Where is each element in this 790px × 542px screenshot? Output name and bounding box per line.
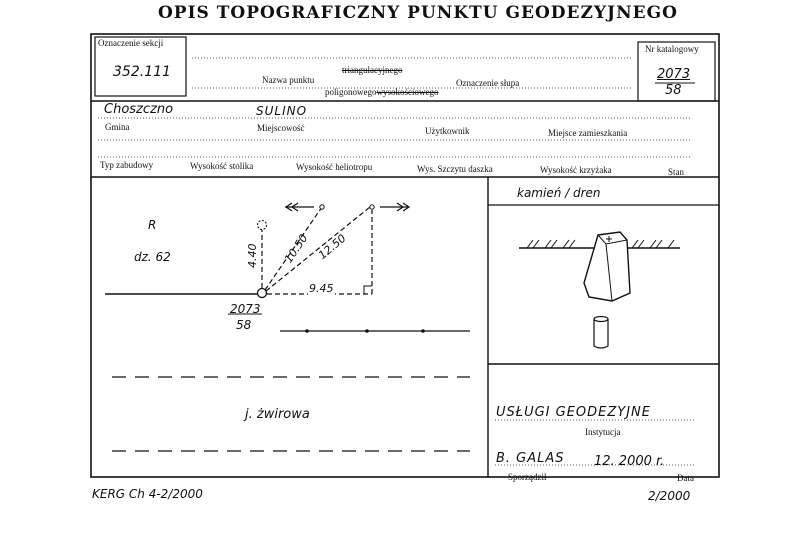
dist-horizontal: 9.45 — [309, 282, 334, 295]
attr-heliotrope-height: Wysokość heliotropu — [296, 162, 373, 172]
place-value: SULINO — [256, 104, 308, 118]
page-title: OPIS TOPOGRAFICZNY PUNKTU GEODEZYJNEGO — [158, 3, 678, 23]
author-date: 12. 2000 r. — [594, 454, 665, 469]
dist-mid: 10.50 — [282, 231, 311, 266]
gmina-value: Choszczno — [104, 102, 174, 117]
post-label: Oznaczenie słupa — [456, 78, 520, 88]
point-number-top: 2073 — [230, 302, 261, 316]
user-label: Użytkownik — [425, 126, 470, 136]
attr-table-height: Wysokość stolika — [190, 161, 254, 171]
author-name: B. GALAS — [496, 451, 565, 466]
catalog-label: Nr katalogowy — [645, 44, 699, 54]
dist-long: 12.50 — [316, 231, 349, 262]
gmina-label: Gmina — [105, 122, 130, 132]
parcel-label: dz. 62 — [134, 250, 171, 264]
attr-building-type: Typ zabudowy — [100, 160, 154, 170]
footer-number: 2/2000 — [648, 489, 691, 503]
attr-state: Stan — [668, 167, 685, 177]
institution-name: USŁUGI GEODEZYJNE — [496, 405, 651, 420]
attr-cross-height: Wysokość krzyżaka — [540, 165, 612, 175]
region-label: R — [148, 218, 157, 232]
institution-label: Instytucja — [585, 427, 621, 437]
post-type-struck: wysokościowego — [376, 87, 439, 97]
author-label: Sporządził — [508, 472, 547, 482]
place-label: Miejscowość — [257, 123, 305, 133]
attr-roof-height: Wys. Szczytu daszka — [417, 164, 493, 174]
dist-vertical: 4.40 — [246, 243, 259, 268]
footer-reference: KERG Ch 4-2/2000 — [92, 487, 203, 501]
point-name-label: Nazwa punktu — [262, 75, 315, 85]
catalog-number-bottom: 58 — [665, 83, 682, 98]
stone-marker — [584, 232, 630, 301]
section-label: Oznaczenie sekcji — [98, 38, 164, 48]
section-value: 352.111 — [113, 64, 171, 80]
drain-marker — [594, 319, 608, 348]
marker-label: kamień / dren — [517, 186, 601, 200]
date-label: Data — [677, 473, 694, 483]
catalog-number-top: 2073 — [657, 67, 691, 82]
road-label: j. żwirowa — [245, 407, 310, 422]
post-type-value: poligonowego — [325, 87, 377, 97]
point-type-struck: triangulacyjnego — [342, 65, 403, 75]
residence-label: Miejsce zamieszkania — [548, 128, 628, 138]
point-number-bottom: 58 — [236, 318, 252, 332]
